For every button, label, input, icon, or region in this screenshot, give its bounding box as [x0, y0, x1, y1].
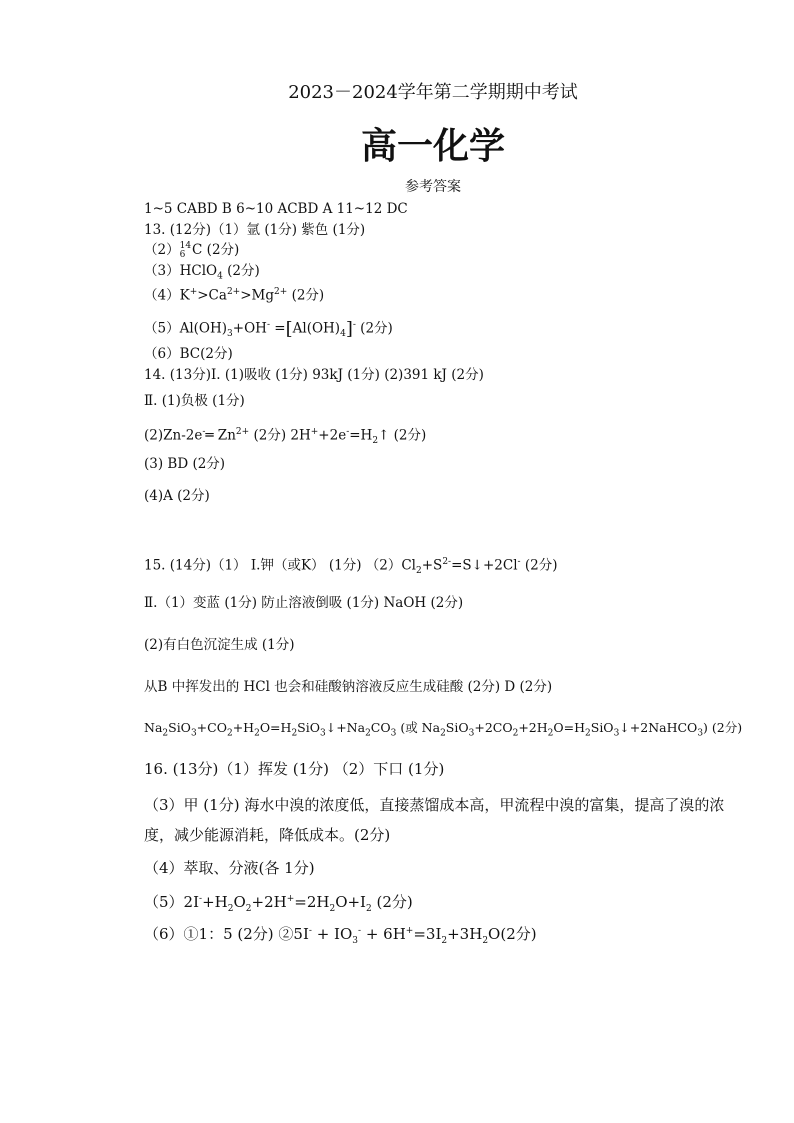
- q16-line-5: $(5)2I^-+H_2O_2+2H^+=2H_2O+I_2$ (2分): [144, 893, 413, 914]
- q13-line-2: [144, 241, 239, 260]
- score: (2分): [222, 263, 260, 279]
- q16-line-6: （6）①1：5 (2分) ②5I- + $IO_3^- + 6H^+=3I_2+3H_2O(2$分): [144, 925, 537, 946]
- q15-line-1: 15. (14分)（1） Ⅰ.钾（或K） (1分) $(2)Cl_2+S^{2-}=S↓+2Cl^-$ (2分): [144, 557, 558, 577]
- q13-2-label: （2）: [144, 242, 180, 258]
- q13-line-3: （3）HClO$_4$ (2分): [144, 263, 260, 282]
- q13-line-1: 13. (12分)（1）氩 (1分) 紫色 (1分): [144, 222, 366, 238]
- q13-line-6: （6）BC(2分): [144, 346, 233, 362]
- atomic-number: 6: [179, 249, 186, 260]
- q14-line-5: (4)A (2分): [144, 488, 210, 504]
- mass-number: 14: [179, 240, 192, 251]
- q16-line-2: （3）甲 (1分) 海水中溴的浓度低，直接蒸馏成本高，甲流程中溴的富集，提高了溴的浓度，减少能源消耗，降低成本。(2分): [144, 796, 725, 844]
- score: (2分): [287, 287, 325, 304]
- mc-answers: 1~5 CABD B 6~10 ACBD A 11~12 DC: [144, 201, 408, 217]
- q14-line-4: (3) BD (2分): [144, 456, 226, 472]
- q15-line-3: (2)有白色沉淀生成 (1分): [144, 637, 295, 653]
- nuclide-notation: [180, 242, 191, 260]
- element-symbol: C: [192, 242, 203, 258]
- q15-line-5: $Na_2SiO_3+CO_2+H_2O=H_2SiO_3↓+Na_2CO_3$ (或 $Na_2SiO_3+2CO_2+2H_2O=H_2SiO_3↓+2NaHCO_3$) (2分): [144, 720, 743, 739]
- reference-answer-heading: 参考答案: [405, 179, 461, 195]
- q13-line-5: $(5)Al(OH)_3+OH^- =[Al(OH)_4]^-$ (2分): [144, 318, 393, 340]
- score: (2分): [520, 557, 558, 574]
- score: (2分): [355, 320, 393, 337]
- q15-line-4: 从B 中挥发出的 HCl 也会和硅酸钠溶液反应生成硅酸 (2分) D (2分): [144, 679, 553, 695]
- q14-line-3: (2)Zn-2e-═ $Zn^{2+}$ (2分) $2H^++2e^-=H_2↑$ (2分): [144, 427, 427, 447]
- q15-line-2: Ⅱ.（1）变蓝 (1分) 防止溶液倒吸 (1分) NaOH (2分): [144, 595, 464, 611]
- subject-title: 高一化学: [360, 125, 505, 167]
- q13-line-4: $(4)K^+>Ca^{2+}>Mg^{2+}$ (2分): [144, 287, 325, 304]
- q14-line-1: 14. (13分)Ⅰ. (1)吸收 (1分) 93kJ (1分) (2)391 kJ (2分): [144, 367, 484, 383]
- q16-line-1: 16. (13分)（1）挥发 (1分) （2）下口 (1分): [144, 760, 445, 778]
- exam-title: 2023－2024学年第二学期期中考试: [288, 82, 578, 103]
- q14-line-2: Ⅱ. (1)负极 (1分): [144, 393, 245, 409]
- q16-line-4: （4）萃取、分液(各 1分): [144, 859, 315, 877]
- score: (2分): [202, 242, 240, 258]
